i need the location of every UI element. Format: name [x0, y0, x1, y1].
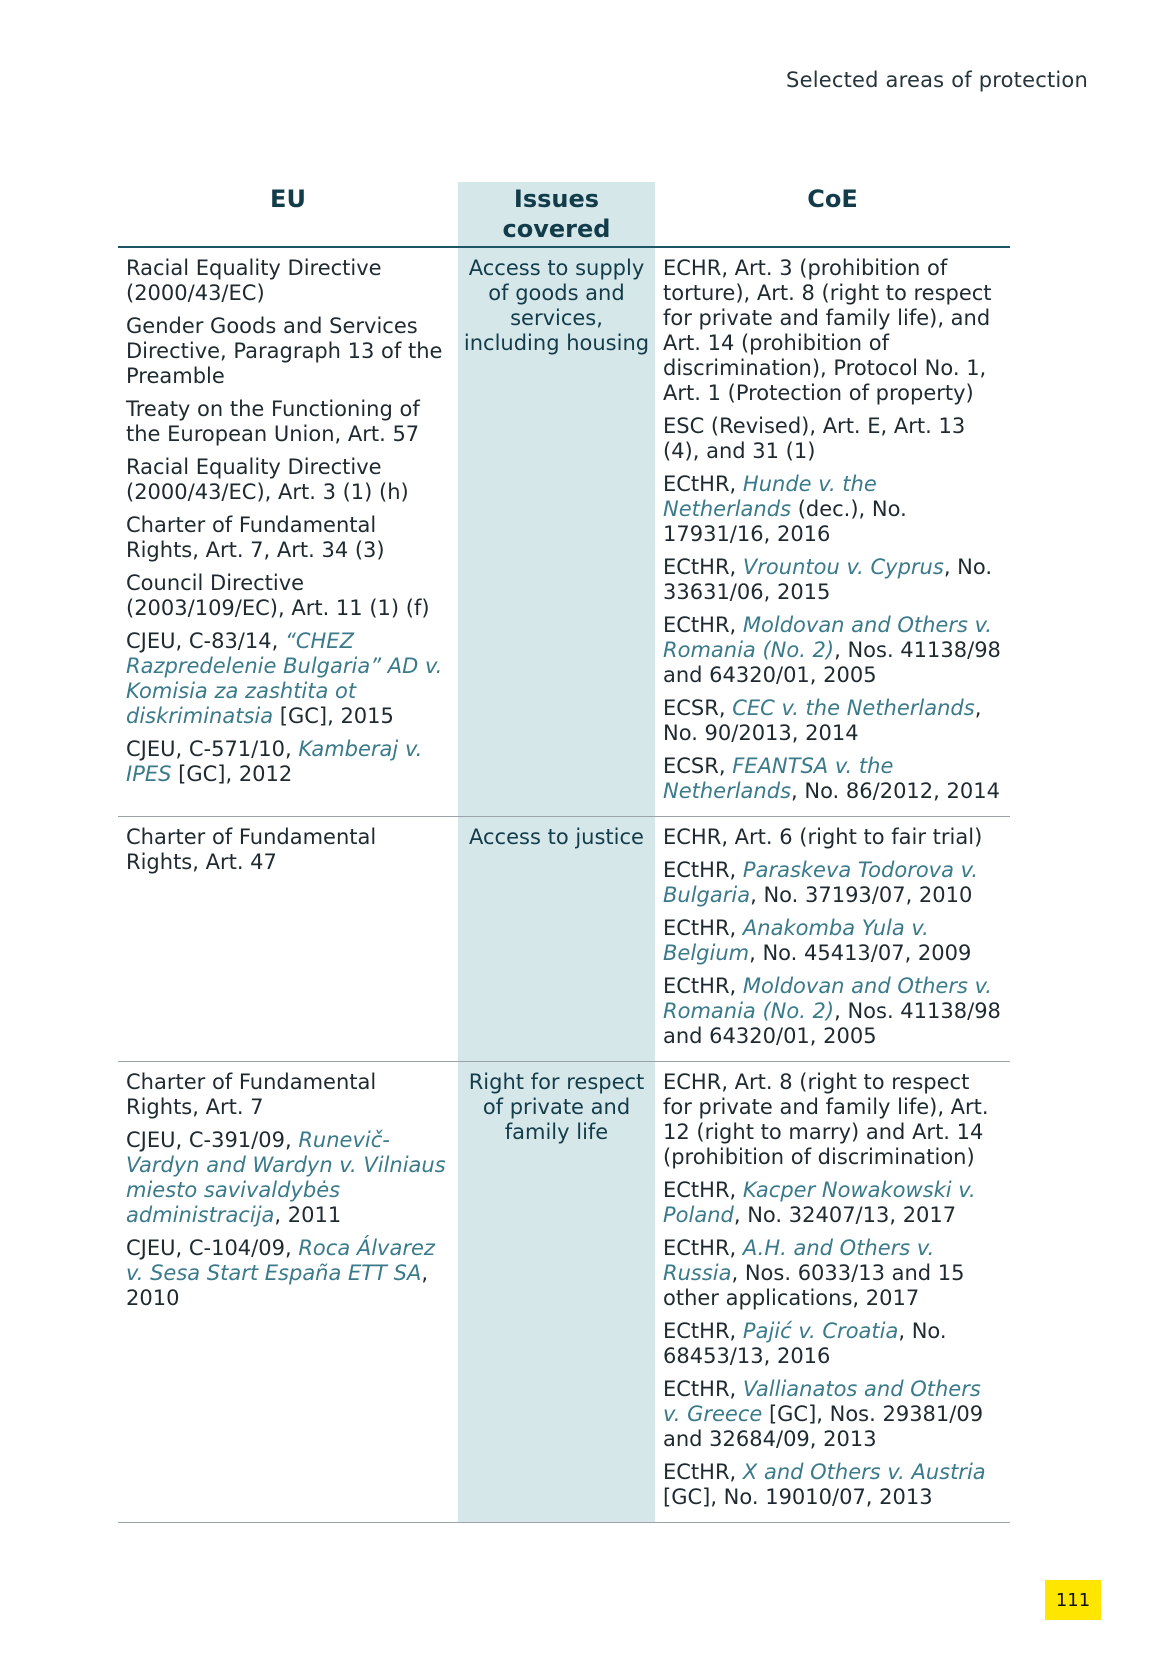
entry-text: [GC], No. 19010/07, 2013 — [663, 1485, 933, 1509]
issue-label: Right for respect of private and family life — [468, 1070, 645, 1144]
case-name: Vallianatos and Others v. Greece — [663, 1377, 981, 1426]
case-name: Hunde v. the Netherlands — [663, 472, 877, 521]
eu-entry — [126, 314, 450, 389]
entry-text: ECtHR, — [663, 472, 743, 496]
coe-entry — [663, 256, 1002, 406]
entry-text: ECtHR, — [663, 1319, 743, 1343]
coe-entry — [663, 1460, 1002, 1510]
entry-text: Charter of Fundamental Rights, Art. 7, Art. 34 (3) — [126, 513, 385, 562]
issue-cell — [458, 817, 655, 1061]
case-name: Vrountou v. Cyprus — [742, 555, 944, 579]
issue-cell — [458, 248, 655, 816]
case-name: Runevič-Vardyn and Wardyn v. Vilniaus miesto savivaldybės administracija — [126, 1128, 446, 1227]
table-body — [118, 248, 1010, 1523]
eu-entry — [126, 455, 450, 505]
entry-text: ECtHR, — [663, 974, 743, 998]
eu-entry — [126, 1128, 450, 1228]
coe-entry — [663, 472, 1002, 547]
eu-cell — [118, 817, 458, 1061]
entry-text: ECHR, Art. 3 (prohibition of torture), Art. 8 (right to respect for private and family life), and Art. 14 (prohibition of discrimination), Protocol No. 1, Art. 1 (Protection of property) — [663, 256, 992, 405]
eu-cell — [118, 1062, 458, 1522]
entry-text: Gender Goods and Services Directive, Paragraph 13 of the Preamble — [126, 314, 443, 388]
entry-text: , 2011 — [274, 1203, 342, 1227]
case-name: Roca Álvarez v. Sesa Start España ETT SA — [126, 1236, 435, 1285]
header-eu: EU — [270, 185, 306, 213]
coe-entry — [663, 414, 1002, 464]
issue-label: Access to justice — [469, 825, 644, 849]
header-issues-covered: Issues covered — [458, 182, 655, 246]
case-name: CEC v. the Netherlands — [732, 696, 975, 720]
entry-text: [GC], Nos. 29381/09 and 32684/09, 2013 — [663, 1402, 984, 1451]
case-name: Kacper Nowakowski v. Poland — [663, 1178, 976, 1227]
entry-text: Charter of Fundamental Rights, Art. 7 — [126, 1070, 377, 1119]
entry-text: ECtHR, — [663, 613, 743, 637]
entry-text: ECtHR, — [663, 858, 743, 882]
entry-text: , 2010 — [126, 1261, 429, 1310]
case-name: A.H. and Others v. Russia — [663, 1236, 935, 1285]
case-name: Pajić v. Croatia — [742, 1319, 899, 1343]
entry-text: CJEU, C-104/09, — [126, 1236, 299, 1260]
entry-text: , No. 45413/07, 2009 — [749, 941, 972, 965]
coe-entry — [663, 974, 1002, 1049]
entry-text: Racial Equality Directive (2000/43/EC), Art. 3 (1) (h) — [126, 455, 409, 504]
header-coe: CoE — [807, 185, 858, 213]
eu-entry — [126, 256, 450, 306]
coe-entry — [663, 1070, 1002, 1170]
coe-entry — [663, 613, 1002, 688]
case-name: FEANTSA v. the Netherlands — [663, 754, 894, 803]
coe-entry — [663, 1319, 1002, 1369]
entry-text: , Nos. 41138/98 and 64320/01, 2005 — [663, 638, 1001, 687]
eu-entry — [126, 513, 450, 563]
case-name: Moldovan and Others v. Romania (No. 2) — [663, 613, 992, 662]
entry-text: ECtHR, — [663, 1377, 743, 1401]
eu-entry — [126, 1070, 450, 1120]
issue-cell — [458, 1062, 655, 1522]
entry-text: [GC], 2015 — [273, 704, 394, 728]
entry-text: CJEU, C-571/10, — [126, 737, 299, 761]
eu-entry — [126, 397, 450, 447]
entry-text: ECtHR, — [663, 1178, 743, 1202]
legal-instruments-table — [118, 182, 1010, 1523]
table-row — [118, 817, 1010, 1062]
entry-text: ESC (Revised), Art. E, Art. 13 (4), and 31 (1) — [663, 414, 966, 463]
coe-entry — [663, 555, 1002, 605]
entry-text: ECHR, Art. 8 (right to respect for private and family life), Art. 12 (right to marry) and Art. 14 (prohibition of discrimination) — [663, 1070, 989, 1169]
entry-text: Council Directive (2003/109/EC), Art. 11 (1) (f) — [126, 571, 430, 620]
case-name: Paraskeva Todorova v. Bulgaria — [663, 858, 979, 907]
coe-cell — [655, 1062, 1010, 1522]
entry-text: , No. 68453/13, 2016 — [663, 1319, 947, 1368]
entry-text: ECSR, — [663, 754, 733, 778]
case-name: Anakomba Yula v. Belgium — [663, 916, 929, 965]
coe-entry — [663, 1377, 1002, 1452]
entry-text: ECtHR, — [663, 1236, 743, 1260]
case-name: Moldovan and Others v. Romania (No. 2) — [663, 974, 992, 1023]
running-header: Selected areas of protection — [786, 68, 1088, 92]
entry-text: Charter of Fundamental Rights, Art. 47 — [126, 825, 377, 874]
entry-text: (dec.), No. 17931/16, 2016 — [663, 497, 907, 546]
coe-entry — [663, 696, 1002, 746]
eu-entry — [126, 737, 450, 787]
entry-text: CJEU, C-391/09, — [126, 1128, 299, 1152]
issue-label: Access to supply of goods and services, including housing — [463, 256, 650, 355]
eu-entry — [126, 571, 450, 621]
eu-cell — [118, 248, 458, 816]
entry-text: , No. 33631/06, 2015 — [663, 555, 993, 604]
entry-text: ECHR, Art. 6 (right to fair trial) — [663, 825, 983, 849]
entry-text: Treaty on the Functioning of the European Union, Art. 57 — [126, 397, 420, 446]
entry-text: , Nos. 41138/98 and 64320/01, 2005 — [663, 999, 1001, 1048]
coe-entry — [663, 754, 1002, 804]
entry-text: , No. 32407/13, 2017 — [733, 1203, 957, 1227]
case-name: X and Others v. Austria — [742, 1460, 986, 1484]
entry-text: Racial Equality Directive (2000/43/EC) — [126, 256, 382, 305]
coe-entry — [663, 825, 1002, 850]
entry-text: [GC], 2012 — [171, 762, 293, 786]
coe-entry — [663, 1236, 1002, 1311]
eu-entry — [126, 629, 450, 729]
coe-cell — [655, 817, 1010, 1061]
entry-text: , No. 90/2013, 2014 — [663, 696, 982, 745]
case-name: Kamberaj v. IPES — [126, 737, 423, 786]
page-number-badge: 111 — [1045, 1580, 1101, 1620]
table-row — [118, 1062, 1010, 1523]
eu-entry — [126, 825, 450, 875]
entry-text: , Nos. 6033/13 and 15 other applications, 2017 — [663, 1261, 965, 1310]
coe-cell — [655, 248, 1010, 816]
entry-text: ECtHR, — [663, 555, 743, 579]
table-row — [118, 248, 1010, 817]
entry-text: , No. 86/2012, 2014 — [791, 779, 1000, 803]
entry-text: , No. 37193/07, 2010 — [750, 883, 973, 907]
coe-entry — [663, 916, 1002, 966]
entry-text: CJEU, C-83/14, — [126, 629, 285, 653]
entry-text: ECtHR, — [663, 1460, 743, 1484]
case-name: “CHEZ Razpredelenie Bulgaria” AD v. Komisia za zashtita ot diskriminatsia — [126, 629, 443, 728]
entry-text: ECSR, — [663, 696, 733, 720]
coe-entry — [663, 1178, 1002, 1228]
table-header-row — [118, 182, 1010, 248]
entry-text: ECtHR, — [663, 916, 743, 940]
coe-entry — [663, 858, 1002, 908]
eu-entry — [126, 1236, 450, 1311]
